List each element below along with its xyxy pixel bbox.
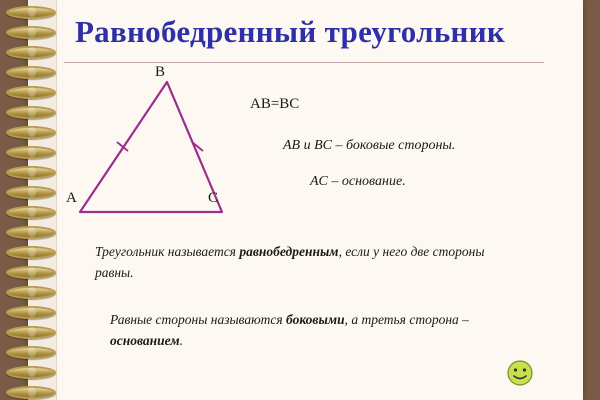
title-divider xyxy=(64,62,544,63)
spiral-ring xyxy=(6,366,56,379)
equation-line-2: AB и BC – боковые стороны. xyxy=(283,138,456,153)
spiral-ring xyxy=(6,286,56,299)
spiral-ring xyxy=(6,246,56,259)
definition-paragraph-1 xyxy=(95,242,515,284)
spiral-ring xyxy=(6,126,56,139)
spiral-ring xyxy=(6,306,56,319)
para2-text-2: , а третья сторона – xyxy=(344,312,469,327)
spiral-ring xyxy=(6,146,56,159)
para2-text-1: Равные стороны называются xyxy=(110,312,287,327)
spiral-ring xyxy=(6,86,56,99)
spiral-ring xyxy=(6,106,56,119)
para1-text-2: , если у него две стороны равны. xyxy=(95,244,485,280)
page-title: Равнобедренный треугольник xyxy=(74,14,506,49)
equation-line-3: AC – основание. xyxy=(310,174,406,189)
triangle-shape xyxy=(80,82,222,212)
spiral-ring xyxy=(6,206,56,219)
para1-text-1: Треугольник называется xyxy=(95,244,240,259)
para1-keyword: равнобедренным xyxy=(239,244,339,259)
smiley-face-icon xyxy=(506,359,534,387)
spiral-ring xyxy=(6,386,56,399)
definition-paragraph-2 xyxy=(110,310,520,352)
vertex-label-a: A xyxy=(66,190,77,206)
spiral-ring xyxy=(6,186,56,199)
spiral-ring xyxy=(6,326,56,339)
page-binding-strip xyxy=(28,0,57,400)
spiral-ring xyxy=(6,226,56,239)
vertex-label-c: C xyxy=(208,190,219,206)
spiral-ring xyxy=(6,166,56,179)
para2-keyword-1: боковыми xyxy=(286,312,345,327)
para2-text-3: . xyxy=(179,332,183,348)
spiral-ring xyxy=(6,346,56,359)
spiral-ring xyxy=(6,266,56,279)
equation-line-1: AB=BC xyxy=(250,96,300,112)
spiral-ring xyxy=(6,66,56,79)
para2-keyword-2: основанием xyxy=(110,332,180,348)
triangle-figure xyxy=(62,64,252,229)
vertex-label-b: B xyxy=(155,64,166,80)
triangle-svg xyxy=(62,64,252,229)
